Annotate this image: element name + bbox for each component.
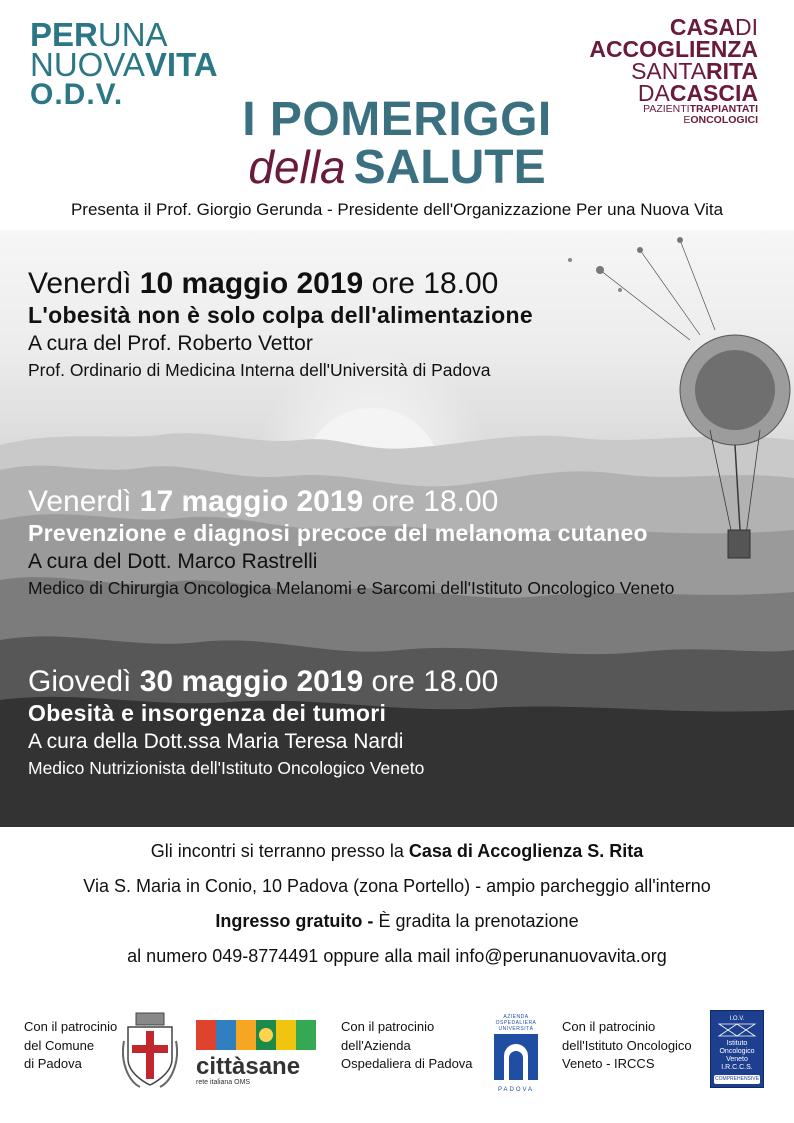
event-topic: L'obesità non è solo colpa dell'alimentazione [28,302,533,328]
aop-bottom-text: PADOVA [497,1087,535,1093]
title-della: della [248,141,346,193]
logo-text: SANTA [631,58,707,84]
event-time: ore 18.00 [371,665,499,698]
patron-text: del Comune [24,1037,95,1053]
event-speaker: A cura della Dott.ssa Maria Teresa Nardi [28,730,404,753]
logo-text: NUOVA [30,46,145,83]
event-topic: Prevenzione e diagnosi precoce del melanoma cutaneo [28,520,648,546]
logo-text: E [683,114,691,126]
hospital-arch-icon [492,1032,540,1082]
iov-star-icon [717,1023,757,1037]
event-date-value: 30 maggio 2019 [139,665,364,698]
contact-line: al numero 049-8774491 oppure alla mail info@perunanuovavita.org [127,946,667,966]
cittasane-tiles-icon [196,1020,316,1050]
padova-coat-of-arms-icon [122,1011,178,1089]
event-1 [28,268,774,382]
patron-text: Con il patrocinio [562,1019,656,1034]
logo-text: VITA [144,46,218,83]
venue-line [0,841,794,862]
patron-text: Ospedaliera di Padova [341,1056,473,1071]
iov-text: Istituto [726,1040,748,1047]
address-line: Via S. Maria in Conio, 10 Padova (zona Portello) - ampio parcheggio all'interno [83,876,711,896]
venue-name: Casa di Accoglienza S. Rita [408,841,644,861]
page-title-line2 [0,140,794,195]
patron-text: dell'Istituto Oncologico [562,1037,692,1053]
logo-text: DI [735,14,758,40]
event-2 [28,486,774,600]
event-speaker: A cura del Dott. Marco Rastrelli [28,550,318,573]
patron-text: di Padova [24,1056,82,1071]
aop-top-text: AZIENDA OSPEDALIERA UNIVERSITÀ [495,1014,537,1032]
logo-text: RITA [706,58,758,84]
logo-text: ACCOGLIENZA [589,36,758,62]
event-date-value: 17 maggio 2019 [139,485,364,518]
admission-line [0,911,794,932]
iov-top-text: I.O.V. [729,1016,745,1022]
event-date [28,486,774,518]
iov-logo [710,1010,764,1088]
iov-text: Veneto [726,1056,748,1063]
patron-text: dell'Azienda [341,1037,411,1053]
event-speaker-role: Medico Nutrizionista dell'Istituto Oncologico Veneto [28,758,425,778]
patron-note-azienda [341,1018,473,1074]
page-title: I POMERIGGI [242,93,552,146]
logo-text: UNA [97,16,168,53]
logo-text: CASCIA [669,80,758,106]
event-topic: Obesità e insorgenza dei tumori [28,700,387,726]
patron-note-comune [24,1018,117,1074]
logo-text: O.D.V. [30,78,124,111]
logo-text: CASA [669,14,735,40]
event-day: Venerdì [28,485,132,518]
logo-text: ONCOLOGICI [690,114,758,126]
title-salute: SALUTE [353,141,546,194]
event-date-value: 10 maggio 2019 [139,267,364,300]
event-date [28,268,774,300]
cittasane-sub: rete italiana OMS [196,1079,251,1086]
admission-booking: È gradita la prenotazione [378,911,579,931]
event-time: ore 18.00 [371,267,499,300]
logo-text: DA [637,80,670,106]
logo-text: PAZIENTI [643,103,690,115]
event-speaker-role: Medico di Chirurgia Oncologica Melanomi e Sarcomi dell'Istituto Oncologico Veneto [28,578,675,598]
presenter-line: Presenta il Prof. Giorgio Gerunda - Presidente dell'Organizzazione Per una Nuova Vita [70,200,724,219]
cittasane-logo [196,1020,316,1086]
iov-text: Oncologico [719,1048,755,1055]
venue-text: Gli incontri si terranno presso la [150,841,404,861]
iov-text: I.R.C.C.S. [721,1064,753,1071]
patron-text: Con il patrocinio [24,1019,118,1034]
event-day: Giovedì [28,665,132,698]
logo-text: TRAPIANTATI [689,103,758,115]
patron-text: Con il patrocinio [341,1019,435,1034]
event-speaker-role: Prof. Ordinario di Medicina Interna dell'Università di Padova [28,360,491,380]
logo-text: PER [30,16,98,53]
event-time: ore 18.00 [371,485,499,518]
admission-free: Ingresso gratuito - [215,911,374,931]
patron-text: Veneto - IRCCS [562,1056,655,1071]
event-day: Venerdì [28,267,132,300]
event-3 [28,666,774,780]
iov-badge: COMPREHENSIVE [715,1076,759,1082]
event-date [28,666,774,698]
event-speaker: A cura del Prof. Roberto Vettor [28,332,313,355]
azienda-ospedaliera-logo [492,1014,540,1093]
cittasane-name: cittàsane [196,1053,301,1080]
patron-note-iov [562,1018,692,1074]
